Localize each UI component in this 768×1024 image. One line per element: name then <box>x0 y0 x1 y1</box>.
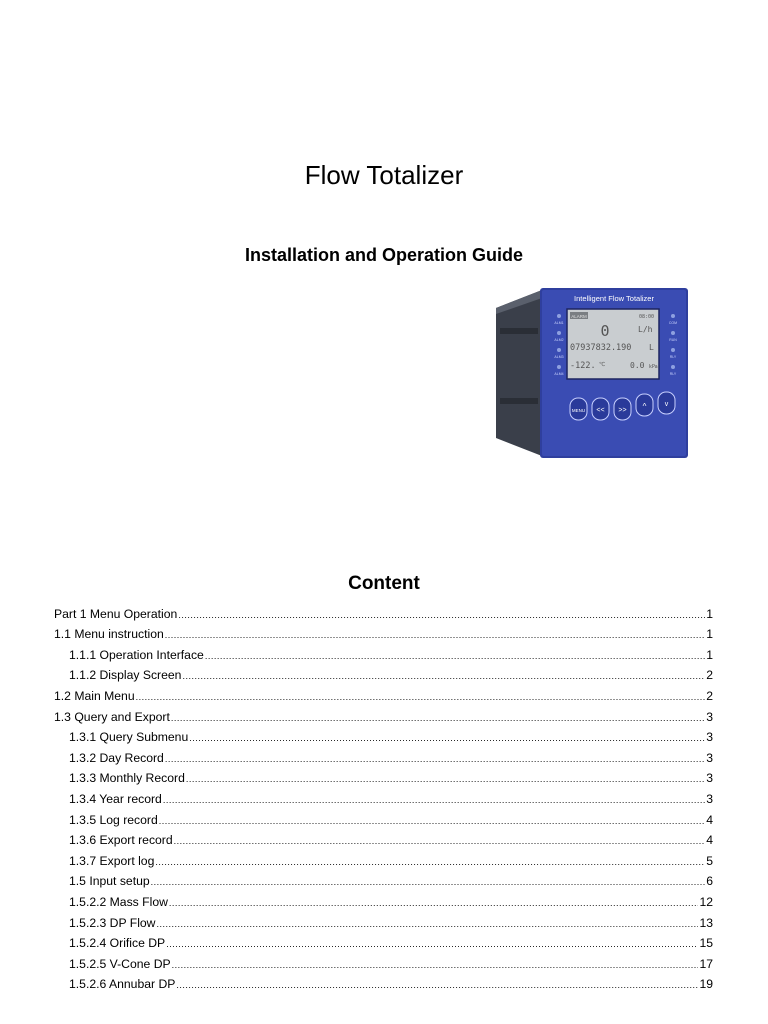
device-housing-side <box>496 290 542 456</box>
toc-entry-page: 2 <box>706 668 713 683</box>
toc-entry-page: 19 <box>699 977 713 992</box>
toc-dot-leader <box>151 876 706 888</box>
toc-entry-label: 1.5.2.4 Orifice DP <box>69 936 166 951</box>
toc-entry-page: 4 <box>706 812 713 827</box>
toc-dot-leader <box>174 835 706 847</box>
toc-dot-leader <box>165 629 705 641</box>
document-subtitle: Installation and Operation Guide <box>244 245 524 265</box>
toc-entry-page: 5 <box>706 853 713 868</box>
toc-entry[interactable] <box>54 703 713 724</box>
svg-text:RUN: RUN <box>669 338 677 342</box>
toc-dot-leader <box>157 918 699 930</box>
svg-text:RLY: RLY <box>669 372 677 376</box>
device-panel-label: Intelligent Flow Totalizer <box>574 294 654 303</box>
toc-entry-label: 1.5.2.3 DP Flow <box>69 915 156 930</box>
toc-dot-leader <box>159 815 705 827</box>
toc-entry-page: 1 <box>706 627 713 642</box>
toc-entry-page: 3 <box>706 730 713 745</box>
svg-text:ALARM: ALARM <box>571 314 587 319</box>
toc-entry-label: Part 1 Menu Operation <box>54 606 178 621</box>
toc-entry-label: 1.3 Query and Export <box>54 709 170 724</box>
device-lcd-temp: -122. <box>570 361 596 371</box>
toc-entry-page: 3 <box>706 709 713 724</box>
svg-text:L: L <box>649 343 654 352</box>
toc-entry-page: 1 <box>706 647 713 662</box>
toc-entry[interactable] <box>54 868 713 889</box>
document-title: Flow Totalizer <box>304 160 464 190</box>
toc-dot-leader <box>205 650 705 662</box>
toc-entry-label: 1.3.7 Export log <box>69 853 155 868</box>
toc-entry[interactable] <box>54 806 713 827</box>
toc-entry-page: 12 <box>699 894 713 909</box>
toc-entry-page: 3 <box>706 750 713 765</box>
flow-totalizer-device-image <box>492 288 718 460</box>
toc-entry-label: 1.3.2 Day Record <box>69 750 164 765</box>
toc-entry-label: 1.3.5 Log record <box>69 812 158 827</box>
svg-text:08:00: 08:00 <box>638 314 654 320</box>
table-of-contents <box>54 600 713 991</box>
toc-entry[interactable] <box>54 847 713 868</box>
toc-entry[interactable] <box>54 827 713 848</box>
svg-text:ALM3: ALM3 <box>554 355 564 359</box>
toc-entry-page: 2 <box>706 688 713 703</box>
toc-entry-page: 17 <box>699 956 713 971</box>
toc-dot-leader <box>163 794 705 806</box>
toc-entry-label: 1.1.2 Display Screen <box>69 668 182 683</box>
toc-entry[interactable] <box>54 724 713 745</box>
toc-entry-label: 1.5.2.6 Annubar DP <box>69 977 176 992</box>
svg-text:COM: COM <box>668 321 678 325</box>
svg-text:RLY: RLY <box>669 355 677 359</box>
toc-entry[interactable] <box>54 930 713 951</box>
toc-entry[interactable] <box>54 785 713 806</box>
toc-entry-label: 1.2 Main Menu <box>54 688 135 703</box>
toc-entry[interactable] <box>54 888 713 909</box>
svg-text:ALM2: ALM2 <box>554 338 564 342</box>
toc-entry[interactable] <box>54 744 713 765</box>
toc-entry[interactable] <box>54 909 713 930</box>
toc-entry-page: 3 <box>706 791 713 806</box>
toc-entry[interactable] <box>54 682 713 703</box>
device-lcd-total: 07937832.190 <box>570 343 632 353</box>
toc-dot-leader <box>165 753 705 765</box>
toc-entry-page: 3 <box>706 771 713 786</box>
svg-text:L/h: L/h <box>638 325 653 334</box>
svg-text:kPa: kPa <box>649 364 658 370</box>
toc-dot-leader <box>172 959 699 971</box>
toc-dot-leader <box>186 773 705 785</box>
svg-text:ALM1: ALM1 <box>554 321 564 325</box>
toc-entry-page: 1 <box>706 606 713 621</box>
svg-text:>>: >> <box>618 407 627 414</box>
toc-entry-label: 1.1.1 Operation Interface <box>69 647 204 662</box>
toc-entry-label: 1.3.6 Export record <box>69 833 173 848</box>
toc-dot-leader <box>166 938 698 950</box>
toc-entry[interactable] <box>54 950 713 971</box>
toc-entry-label: 1.3.4 Year record <box>69 791 162 806</box>
toc-dot-leader <box>176 979 698 991</box>
toc-entry-page: 15 <box>699 936 713 951</box>
toc-entry-label: 1.1 Menu instruction <box>54 627 164 642</box>
toc-entry[interactable] <box>54 765 713 786</box>
svg-text:MENU: MENU <box>571 408 586 413</box>
toc-dot-leader <box>178 609 705 621</box>
toc-entry[interactable] <box>54 621 713 642</box>
toc-heading: Content <box>348 573 420 594</box>
toc-dot-leader <box>155 856 705 868</box>
toc-entry-page: 13 <box>699 915 713 930</box>
toc-entry[interactable] <box>54 662 713 683</box>
toc-dot-leader <box>189 732 705 744</box>
toc-entry-label: 1.3.3 Monthly Record <box>69 771 185 786</box>
toc-dot-leader <box>182 670 705 682</box>
toc-entry[interactable] <box>54 600 713 621</box>
toc-entry-page: 4 <box>706 833 713 848</box>
svg-text:v: v <box>664 401 669 408</box>
toc-entry-label: 1.5.2.2 Mass Flow <box>69 894 168 909</box>
device-lcd-flow-value: 0 <box>600 322 610 340</box>
toc-entry-label: 1.3.1 Query Submenu <box>69 730 189 745</box>
svg-text:<<: << <box>596 407 605 414</box>
device-lcd-pressure: 0.0 <box>630 361 645 370</box>
toc-dot-leader <box>171 712 705 724</box>
svg-text:^: ^ <box>642 402 647 411</box>
toc-entry[interactable] <box>54 971 713 992</box>
svg-text:ALM4: ALM4 <box>554 372 564 376</box>
svg-text:℃: ℃ <box>599 362 606 368</box>
toc-dot-leader <box>136 691 706 703</box>
toc-entry-page: 6 <box>706 874 713 889</box>
toc-dot-leader <box>169 897 699 909</box>
toc-entry[interactable] <box>54 641 713 662</box>
toc-entry-label: 1.5 Input setup <box>69 874 150 889</box>
toc-entry-label: 1.5.2.5 V-Cone DP <box>69 956 171 971</box>
